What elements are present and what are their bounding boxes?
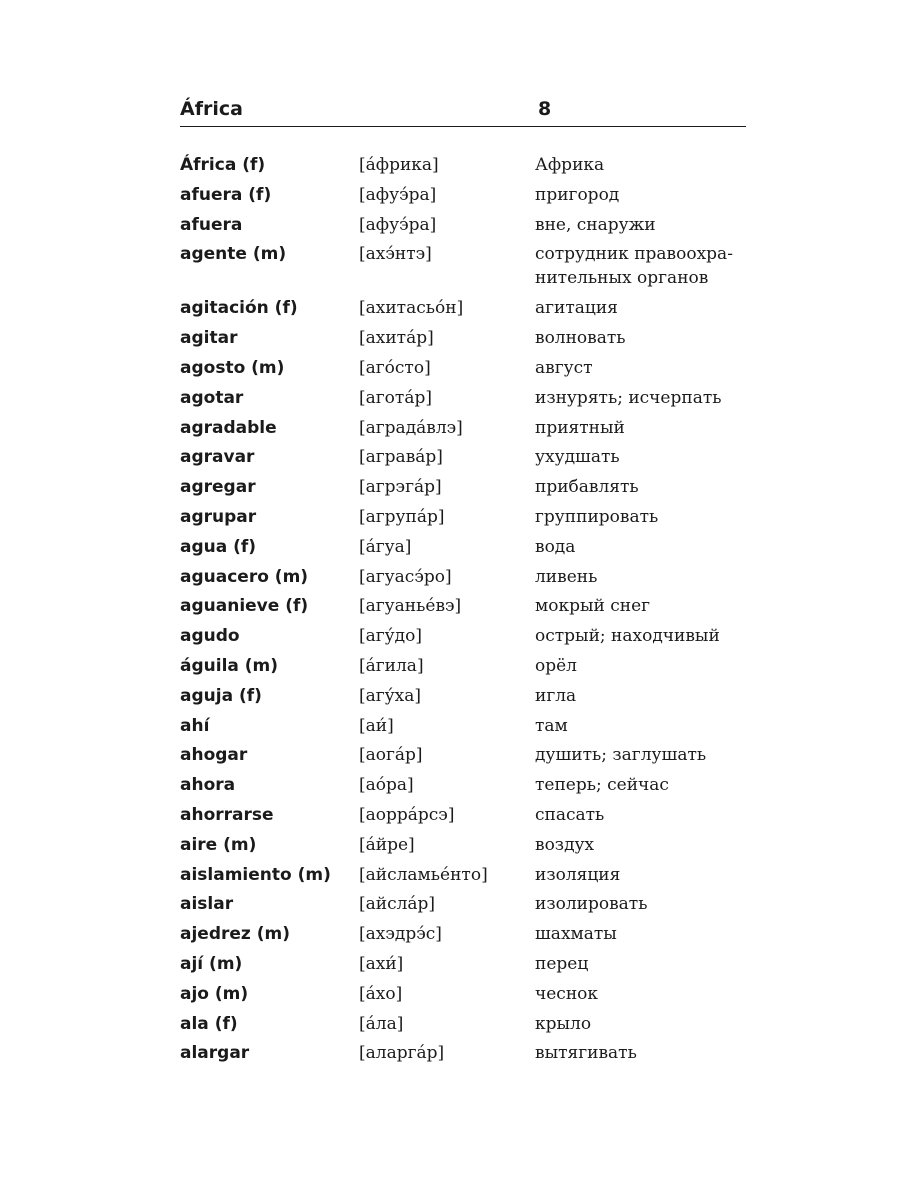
headword: agradable	[180, 417, 277, 438]
translation-line: прибавлять	[535, 477, 639, 498]
pronunciation: [аларгáр]	[359, 1043, 445, 1064]
headword: afuera (f)	[180, 184, 272, 205]
translation-line: орёл	[535, 655, 577, 676]
pronunciation: [агу́до]	[359, 626, 423, 647]
translation	[535, 505, 765, 529]
translation-line: там	[535, 715, 568, 736]
translation	[535, 356, 765, 380]
dictionary-entry	[180, 594, 760, 624]
dictionary-entry	[180, 183, 760, 213]
dictionary-entry	[180, 505, 760, 535]
translation-line: изоляция	[535, 864, 621, 885]
dictionary-entry	[180, 1041, 760, 1071]
dictionary-entry	[180, 565, 760, 595]
translation-line: шахматы	[535, 924, 617, 945]
translation	[535, 624, 765, 648]
dictionary-entry	[180, 863, 760, 893]
headword: ahora	[180, 775, 236, 796]
pronunciation: [áла]	[359, 1013, 404, 1034]
headword: ají (m)	[180, 953, 243, 974]
pronunciation: [агу́ха]	[359, 685, 422, 706]
translation	[535, 833, 765, 857]
translation	[535, 1012, 765, 1036]
pronunciation: [ахэ́нтэ]	[359, 244, 432, 265]
pronunciation: [ахэдрэ́с]	[359, 924, 442, 945]
dictionary-entry	[180, 952, 760, 982]
translation-line: вода	[535, 536, 576, 557]
translation-line: вытягивать	[535, 1043, 637, 1064]
dictionary-entry	[180, 743, 760, 773]
dictionary-entry	[180, 242, 760, 296]
headword: aislamiento (m)	[180, 864, 331, 885]
dictionary-entry	[180, 684, 760, 714]
translation-line: ливень	[535, 566, 598, 587]
pronunciation: [агуаньéвэ]	[359, 596, 462, 617]
pronunciation: [аи́]	[359, 715, 394, 736]
headword: águila (m)	[180, 655, 279, 676]
translation	[535, 326, 765, 350]
pronunciation: [ахитасьóн]	[359, 298, 464, 319]
dictionary-entry	[180, 356, 760, 386]
translation	[535, 684, 765, 708]
translation	[535, 714, 765, 738]
dictionary-entry	[180, 773, 760, 803]
translation	[535, 242, 765, 290]
pronunciation: [айсламьéнто]	[359, 864, 488, 885]
headword: agosto (m)	[180, 357, 285, 378]
translation	[535, 594, 765, 618]
pronunciation: [áйре]	[359, 834, 415, 855]
headword: África (f)	[180, 155, 266, 175]
translation	[535, 445, 765, 469]
pronunciation: [аоррáрсэ]	[359, 804, 455, 825]
dictionary-entry	[180, 445, 760, 475]
translation	[535, 982, 765, 1006]
dictionary-entry	[180, 892, 760, 922]
headword: agitación (f)	[180, 298, 298, 319]
pronunciation: [агóсто]	[359, 357, 431, 378]
headword: ahí	[180, 715, 210, 736]
translation-line: воздух	[535, 834, 595, 855]
headword: aguanieve (f)	[180, 596, 309, 617]
headword: ahogar	[180, 745, 248, 766]
translation-line: перец	[535, 953, 589, 974]
translation	[535, 213, 765, 237]
headword: agua (f)	[180, 536, 257, 557]
translation	[535, 952, 765, 976]
headword: agregar	[180, 477, 256, 498]
headword: aguja (f)	[180, 685, 262, 706]
translation-line: изолировать	[535, 894, 648, 915]
headword: agotar	[180, 387, 244, 408]
dictionary-entry	[180, 535, 760, 565]
page-header	[180, 96, 746, 127]
pronunciation: [áгуа]	[359, 536, 412, 557]
dictionary-entry	[180, 475, 760, 505]
dictionary-entry	[180, 386, 760, 416]
pronunciation: [áфрика]	[359, 155, 439, 175]
pronunciation: [ахи́]	[359, 953, 404, 974]
headword: aguacero (m)	[180, 566, 309, 587]
translation	[535, 773, 765, 797]
pronunciation: [афуэ́ра]	[359, 214, 437, 235]
translation	[535, 922, 765, 946]
translation	[535, 183, 765, 207]
translation-line: теперь; сейчас	[535, 775, 669, 796]
translation	[535, 565, 765, 589]
translation-line: крыло	[535, 1013, 592, 1034]
headword: agitar	[180, 328, 238, 349]
translation-line: мокрый снег	[535, 596, 651, 617]
translation-line: сотрудник правоохра-	[535, 244, 733, 265]
headword: alargar	[180, 1043, 250, 1064]
translation-line: волновать	[535, 328, 626, 349]
translation-line: спасать	[535, 804, 605, 825]
pronunciation: [áгила]	[359, 655, 424, 676]
dictionary-entry	[180, 714, 760, 744]
translation	[535, 535, 765, 559]
translation-line: чеснок	[535, 983, 599, 1004]
pronunciation: [айслáр]	[359, 894, 436, 915]
translation	[535, 892, 765, 916]
translation-line: душить; заглушать	[535, 745, 707, 766]
pronunciation: [агравáр]	[359, 447, 443, 468]
headword: agente (m)	[180, 244, 287, 265]
translation	[535, 743, 765, 767]
translation	[535, 863, 765, 887]
translation	[535, 416, 765, 440]
pronunciation: [агуасэ́ро]	[359, 566, 452, 587]
translation-line: приятный	[535, 417, 625, 438]
dictionary-entry	[180, 982, 760, 1012]
translation-line: пригород	[535, 184, 620, 205]
translation-line: август	[535, 357, 593, 378]
headword: ajo (m)	[180, 983, 249, 1004]
translation-line: острый; находчивый	[535, 626, 720, 647]
translation	[535, 386, 765, 410]
translation-line: вне, снаружи	[535, 214, 656, 235]
dictionary-entry	[180, 213, 760, 243]
page-number: 8	[538, 98, 552, 120]
translation	[535, 296, 765, 320]
headword: ala (f)	[180, 1013, 238, 1034]
dictionary-entry	[180, 624, 760, 654]
translation	[535, 153, 765, 177]
dictionary-entry	[180, 416, 760, 446]
translation	[535, 475, 765, 499]
pronunciation: [аóра]	[359, 775, 414, 796]
headword: afuera	[180, 214, 243, 235]
dictionary-entry	[180, 654, 760, 684]
dictionary-entry	[180, 153, 760, 183]
translation-line: нительных органов	[535, 268, 709, 289]
translation	[535, 654, 765, 678]
pronunciation: [агрупáр]	[359, 506, 445, 527]
translation	[535, 803, 765, 827]
headword: agrupar	[180, 506, 257, 527]
translation-line: группировать	[535, 506, 659, 527]
headword: aire (m)	[180, 834, 257, 855]
headword: ajedrez (m)	[180, 924, 290, 945]
headword: aislar	[180, 894, 234, 915]
translation-line: игла	[535, 685, 577, 706]
dictionary-entry	[180, 326, 760, 356]
headword: agudo	[180, 626, 240, 647]
dictionary-entry	[180, 833, 760, 863]
translation	[535, 1041, 765, 1065]
headword: ahorrarse	[180, 804, 274, 825]
translation-line: Африка	[535, 155, 605, 175]
pronunciation: [агрэгáр]	[359, 477, 442, 498]
headword: agravar	[180, 447, 255, 468]
pronunciation: [аготáр]	[359, 387, 432, 408]
dictionary-entry	[180, 1012, 760, 1042]
pronunciation: [ахитáр]	[359, 328, 434, 349]
pronunciation: [áхо]	[359, 983, 403, 1004]
dictionary-entry	[180, 803, 760, 833]
dictionary-entry	[180, 922, 760, 952]
pronunciation: [аогáр]	[359, 745, 423, 766]
pronunciation: [афуэ́ра]	[359, 184, 437, 205]
dictionary-entry	[180, 296, 760, 326]
running-head-title: África	[180, 98, 243, 120]
translation-line: агитация	[535, 298, 618, 319]
translation-line: изнурять; исчерпать	[535, 387, 722, 408]
translation-line: ухудшать	[535, 447, 620, 468]
pronunciation: [аградáвлэ]	[359, 417, 463, 438]
dictionary-entry-list	[180, 153, 760, 1071]
